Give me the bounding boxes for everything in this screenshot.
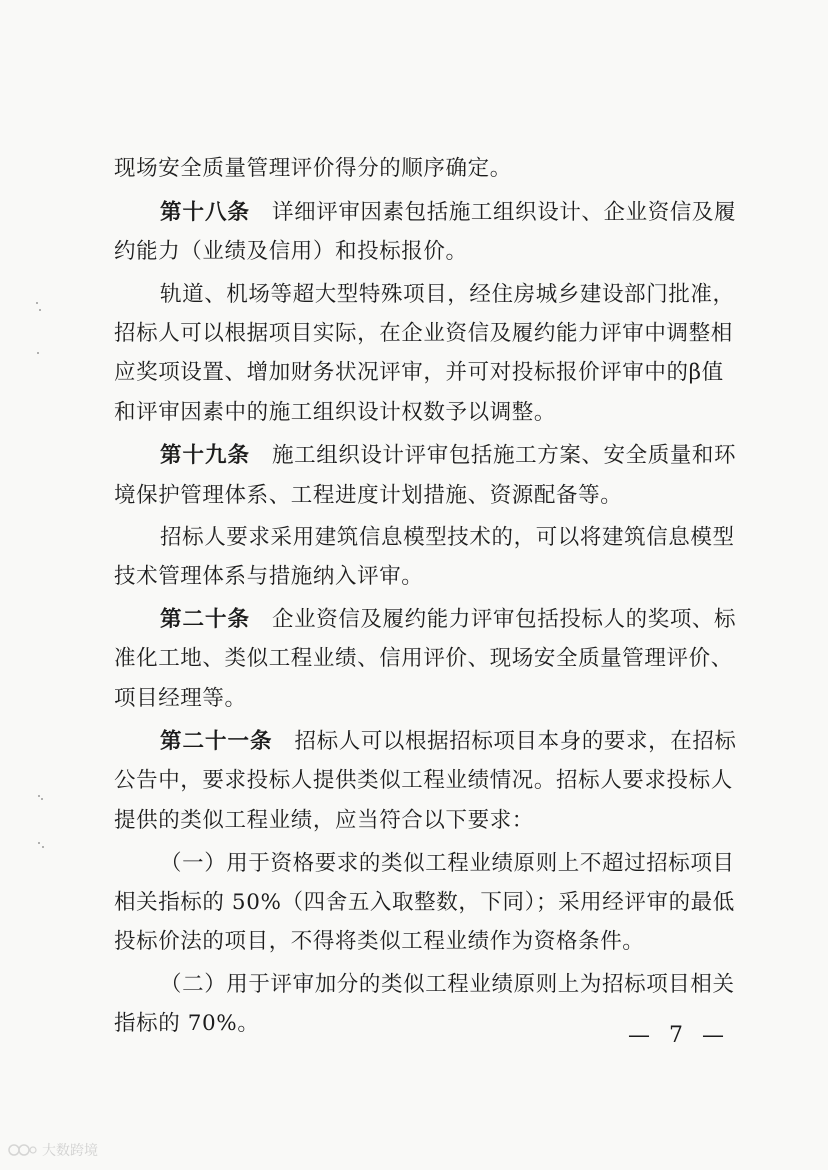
text-line: 技术管理体系与措施纳入评审。 — [114, 564, 424, 589]
article-19-line — [160, 440, 736, 472]
text-line: 指标的 70%。 — [114, 1011, 260, 1036]
text-line: 招标人要求采用建筑信息模型技术的，可以将建筑信息模型 — [160, 525, 735, 550]
text-line: 招标人可以根据项目实际，在企业资信及履约能力评审中调整相 — [114, 321, 733, 346]
text-line: （二）用于评审加分的类似工程业绩原则上为招标项目相关 — [160, 972, 735, 997]
text-line: 现场安全质量管理评价得分的顺序确定。 — [114, 156, 512, 181]
text-line: 相关指标的 50%（四舍五入取整数，下同）；采用经评审的最低 — [114, 890, 735, 915]
text-line: 准化工地、类似工程业绩、信用评价、现场安全质量管理评价、 — [114, 646, 733, 671]
text-line: 项目经理等。 — [114, 686, 247, 711]
text-line: 招标人可以根据招标项目本身的要求，在招标 — [294, 729, 737, 754]
article-label: 第二十条 — [160, 607, 251, 632]
text-line: 施工组织设计评审包括施工方案、安全质量和环 — [272, 443, 737, 468]
article-label: 第二十一条 — [160, 729, 273, 754]
text-line: 公告中，要求投标人提供类似工程业绩情况。招标人要求投标人 — [114, 768, 733, 793]
text-line: 约能力（业绩及信用）和投标报价。 — [114, 239, 468, 264]
watermark-text: 大数跨境 — [42, 1143, 98, 1159]
text-line: 详细评审因素包括施工组织设计、企业资信及履 — [272, 200, 737, 225]
text-line: （一）用于资格要求的类似工程业绩原则上不超过招标项目 — [160, 851, 735, 876]
text-line: 和评审因素中的施工组织设计权数予以调整。 — [114, 400, 557, 425]
scan-speck — [38, 840, 44, 854]
article-21-line — [160, 726, 737, 758]
article-label: 第十八条 — [160, 200, 251, 225]
text-line: 企业资信及履约能力评审包括投标人的奖项、标 — [272, 607, 737, 632]
watermark — [8, 1140, 98, 1160]
text-line: 轨道、机场等超大型特殊项目，经住房城乡建设部门批准， — [160, 282, 735, 307]
article-label: 第十九条 — [160, 443, 251, 468]
logo-icon — [8, 1142, 38, 1158]
text-line: 境保护管理体系、工程进度计划措施、资源配备等。 — [114, 483, 623, 508]
scan-speck — [36, 350, 42, 364]
article-20-line — [160, 604, 736, 636]
page-number: — 7 — — [628, 1023, 730, 1048]
text-line: 提供的类似工程业绩，应当符合以下要求： — [114, 808, 534, 833]
text-line: 投标价法的项目，不得将类似工程业绩作为资格条件。 — [114, 929, 645, 954]
article-18-line — [160, 197, 736, 229]
scan-speck — [38, 795, 44, 809]
text-line: 应奖项设置、增加财务状况评审，并可对投标报价评审中的β值 — [114, 360, 724, 385]
scan-speck — [36, 302, 42, 316]
